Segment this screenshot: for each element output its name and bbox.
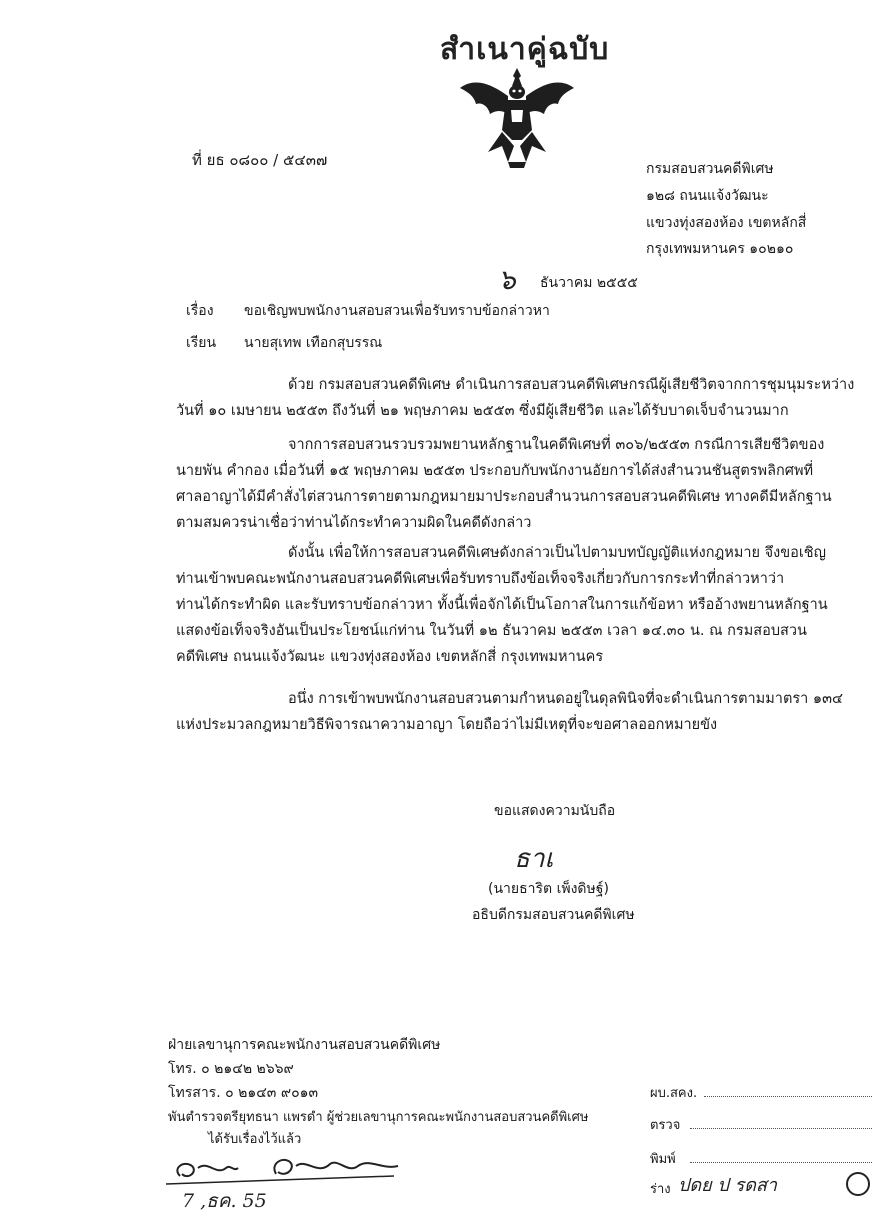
- date-month-year: ธันวาคม ๒๕๕๕: [540, 275, 638, 291]
- subject-text: ขอเชิญพบพนักงานสอบสวนเพื่อรับทราบข้อกล่าวหา: [244, 303, 550, 319]
- paragraph-line: ด้วย กรมสอบสวนคดีพิเศษ ดำเนินการสอบสวนคดีพิเศษกรณีผู้เสียชีวิตจากการชุมนุมระหว่าง: [288, 377, 855, 393]
- sender-address-line-4: กรุงเทพมหานคร ๑๐๒๑๐: [646, 241, 794, 257]
- paragraph-2: [176, 432, 832, 536]
- sender-address-line-1: กรมสอบสวนคดีพิเศษ: [646, 161, 774, 177]
- paragraph-line: ท่านได้กระทำผิด และรับทราบข้อกล่าวหา ทั้งนี้เพื่อจักได้เป็นโอกาสในการแก้ข้อหา หรืออ้างพยานหลักฐาน: [176, 597, 828, 613]
- recipient-label: เรียน: [186, 335, 217, 351]
- footer-telephone: โทร. ๐ ๒๑๔๒ ๒๖๖๙: [168, 1061, 294, 1077]
- control-line-chief: [704, 1096, 872, 1097]
- control-label-draft: ร่าง: [650, 1182, 671, 1197]
- paragraph-4: [176, 686, 843, 738]
- paragraph-line: จากการสอบสวนรวบรวมพยานหลักฐานในคดีพิเศษที่ ๓๐๖/๒๕๕๓ กรณีการเสียชีวิตของ: [288, 437, 825, 453]
- sender-address-line-3: แขวงทุ่งสองห้อง เขตหลักสี่: [646, 215, 807, 231]
- control-line-typed: [690, 1162, 872, 1163]
- paragraph-line: นายพัน คำกอง เมื่อวันที่ ๑๕ พฤษภาคม ๒๕๕๓ ประกอบกับพนักงานอัยการได้ส่งสำนวนชันสูตรพลิกศพที่: [176, 463, 814, 479]
- footer-department: ฝ่ายเลขานุการคณะพนักงานสอบสวนคดีพิเศษ: [168, 1037, 441, 1053]
- document-number: ที่ ยธ ๐๘๐๐ / ๕๔๓๗: [192, 151, 328, 169]
- date-day-handwritten: ๖: [498, 263, 516, 296]
- draft-initials: ปดย ป รดสา: [678, 1175, 777, 1196]
- subject-label: เรื่อง: [186, 303, 214, 319]
- control-label-chief: ผบ.สคง.: [650, 1086, 698, 1101]
- paragraph-line: วันที่ ๑๐ เมษายน ๒๕๕๓ ถึงวันที่ ๒๑ พฤษภาคม ๒๕๕๓ ซึ่งมีผู้เสียชีวิต และได้รับบาดเจ็บจำนวนมาก: [176, 403, 789, 419]
- paragraph-line: อนึ่ง การเข้าพบพนักงานสอบสวนตามกำหนดอยู่ในดุลพินิจที่จะดำเนินการตามมาตรา ๑๓๔: [288, 691, 843, 707]
- paragraph-line: ตามสมควรน่าเชื่อว่าท่านได้กระทำความผิดในคดีดังกล่าว: [176, 515, 532, 531]
- paragraph-line: แสดงข้อเท็จจริงอันเป็นประโยชน์แก่ท่าน ในวันที่ ๑๒ ธันวาคม ๒๕๕๓ เวลา ๑๔.๓๐ น. ณ กรมสอบสวน: [176, 623, 807, 639]
- paragraph-1: [176, 372, 854, 424]
- control-label-check: ตรวจ: [650, 1118, 681, 1133]
- paragraph-line: แห่งประมวลกฎหมายวิธีพิจารณาความอาญา โดยถือว่าไม่มีเหตุที่จะขอศาลออกหมายขัง: [176, 717, 718, 733]
- control-line-check: [690, 1128, 872, 1129]
- copy-stamp: สำเนาคู่ฉบับ: [440, 32, 610, 67]
- control-label-typed: พิมพ์: [650, 1152, 676, 1167]
- receipt-signature-icon: [158, 1146, 408, 1188]
- director-signature: ธาเ: [514, 844, 554, 874]
- received-date-handwritten: 7 ,ธค. 55: [182, 1190, 267, 1212]
- garuda-emblem-icon: [458, 66, 576, 170]
- paragraph-line: ท่านเข้าพบคณะพนักงานสอบสวนคดีพิเศษเพื่อรับทราบถึงข้อเท็จจริงเกี่ยวกับการกระทำที่กล่าวหาว่า: [176, 571, 785, 587]
- received-note: ได้รับเรื่องไว้แล้ว: [208, 1132, 302, 1147]
- footer-fax: โทรสาร. ๐ ๒๑๔๓ ๙๐๑๓: [168, 1085, 319, 1101]
- sender-address-line-2: ๑๒๘ ถนนแจ้งวัฒนะ: [646, 188, 769, 204]
- footer-officer: พันตำรวจตรียุทธนา แพรดำ ผู้ช่วยเลขานุการคณะพนักงานสอบสวนคดีพิเศษ: [168, 1110, 589, 1125]
- signer-title: อธิบดีกรมสอบสวนคดีพิเศษ: [472, 907, 635, 923]
- paragraph-line: ศาลอาญาได้มีคำสั่งไต่สวนการตายตามกฎหมายมาประกอบสำนวนการสอบสวนคดีพิเศษ ทางคดีมีหลักฐาน: [176, 489, 832, 505]
- closing-salutation: ขอแสดงความนับถือ: [494, 803, 616, 819]
- signer-name: (นายธาริต เพ็งดิษฐ์): [488, 881, 609, 897]
- draft-initials-circle: [846, 1172, 870, 1196]
- recipient-name: นายสุเทพ เทือกสุบรรณ: [244, 335, 383, 351]
- paragraph-line: คดีพิเศษ ถนนแจ้งวัฒนะ แขวงทุ่งสองห้อง เขตหลักสี่ กรุงเทพมหานคร: [176, 649, 604, 665]
- paragraph-line: ดังนั้น เพื่อให้การสอบสวนคดีพิเศษดังกล่าวเป็นไปตามบทบัญญัติแห่งกฎหมาย จึงขอเชิญ: [288, 545, 826, 561]
- paragraph-3: [176, 540, 828, 670]
